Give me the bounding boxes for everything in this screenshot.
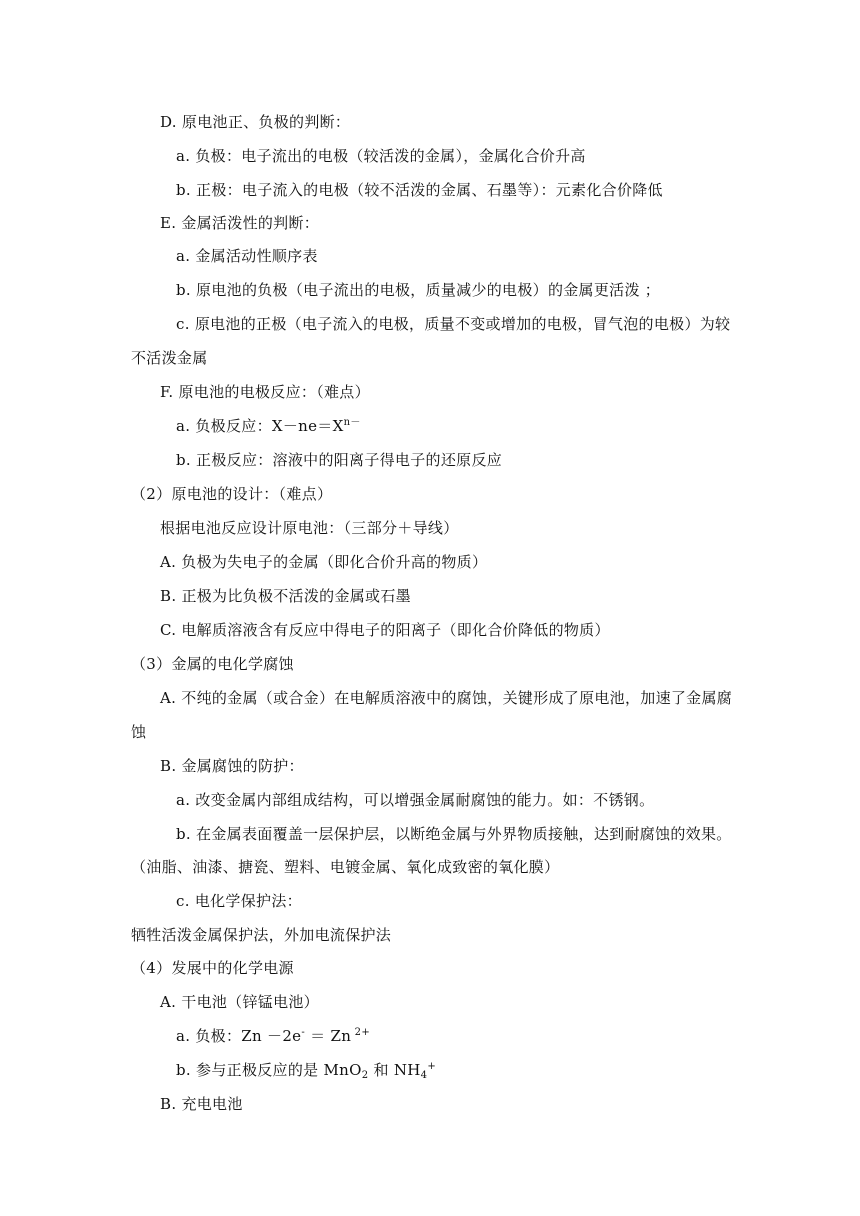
electron-charge-superscript: - [301, 1027, 306, 1038]
section-e-item-b: b. 原电池的负极（电子流出的电极，质量减少的电极）的金属更活泼 ； [176, 281, 661, 299]
section-2-title: （2）原电池的设计：（难点） [131, 485, 333, 503]
zinc-ion-charge-superscript: 2+ [351, 1027, 370, 1038]
section-e-item-a: a. 金属活动性顺序表 [176, 247, 318, 265]
section-2-item-b: B. 正极为比负极不活泼的金属或石墨 [160, 587, 411, 605]
zinc-equation-part1: a. 负极：Zn －2e [176, 1027, 302, 1045]
nh4-subscript: 4 [420, 1070, 428, 1081]
zinc-equation-part2: ＝ Zn [305, 1027, 352, 1045]
section-f-title: F. 原电池的电极反应：（难点） [160, 383, 370, 401]
section-3-item-b-c: c. 电化学保护法： [176, 892, 302, 910]
cathode-reactants-part1: b. 参与正极反应的是 MnO [176, 1061, 362, 1079]
section-3-item-b-a: a. 改变金属内部组成结构，可以增强金属耐腐蚀的能力。如：不锈钢。 [176, 791, 655, 809]
section-f-item-a [176, 416, 361, 436]
section-3-item-a: A. 不纯的金属（或合金）在电解质溶液中的腐蚀，关键形成了原电池，加速了金属腐 [160, 689, 733, 707]
section-4-item-b: B. 充电电池 [160, 1095, 243, 1113]
ammonium-charge-superscript: + [427, 1061, 437, 1072]
section-e-item-c-continued: 不活泼金属 [131, 349, 208, 367]
section-2-intro: 根据电池反应设计原电池：（三部分＋导线） [160, 519, 459, 537]
section-4-item-a-a [176, 1026, 370, 1046]
section-4-item-a-b [176, 1060, 436, 1080]
section-d-title: D. 原电池正、负极的判断： [160, 113, 351, 131]
section-d-item-a: a. 负极：电子流出的电极（较活泼的金属），金属化合价升高 [176, 147, 586, 165]
ion-charge-superscript: n－ [343, 417, 361, 428]
negative-electrode-equation: a. 负极反应：X－ne＝X [176, 417, 344, 435]
section-f-item-b: b. 正极反应：溶液中的阳离子得电子的还原反应 [176, 451, 503, 469]
section-3-item-b-c-detail: 牺牲活泼金属保护法，外加电流保护法 [131, 926, 392, 944]
section-3-title: （3）金属的电化学腐蚀 [131, 655, 294, 673]
mno2-subscript: 2 [361, 1070, 369, 1081]
section-2-item-c: C. 电解质溶液含有反应中得电子的阳离子（即化合价降低的物质） [160, 621, 610, 639]
section-e-title: E. 金属活泼性的判断： [160, 214, 320, 232]
section-3-item-b-b: b. 在金属表面覆盖一层保护层，以断绝金属与外界物质接触，达到耐腐蚀的效果。 [176, 825, 732, 843]
section-3-item-b: B. 金属腐蚀的防护： [160, 757, 304, 775]
section-d-item-b: b. 正极：电子流入的电极（较不活泼的金属、石墨等）：元素化合价降低 [176, 181, 663, 199]
section-4-title: （4）发展中的化学电源 [131, 959, 294, 977]
section-3-item-b-b-continued: （油脂、油漆、搪瓷、塑料、电镀金属、氧化成致密的氧化膜） [131, 858, 560, 876]
section-4-item-a: A. 干电池（锌锰电池） [160, 993, 319, 1011]
section-3-item-a-continued: 蚀 [131, 723, 147, 741]
section-2-item-a: A. 负极为失电子的金属（即化合价升高的物质） [160, 553, 488, 571]
cathode-reactants-part2: 和 NH [368, 1061, 421, 1079]
section-e-item-c: c. 原电池的正极（电子流入的电极，质量不变或增加的电极，冒气泡的电极）为较 [176, 315, 731, 333]
